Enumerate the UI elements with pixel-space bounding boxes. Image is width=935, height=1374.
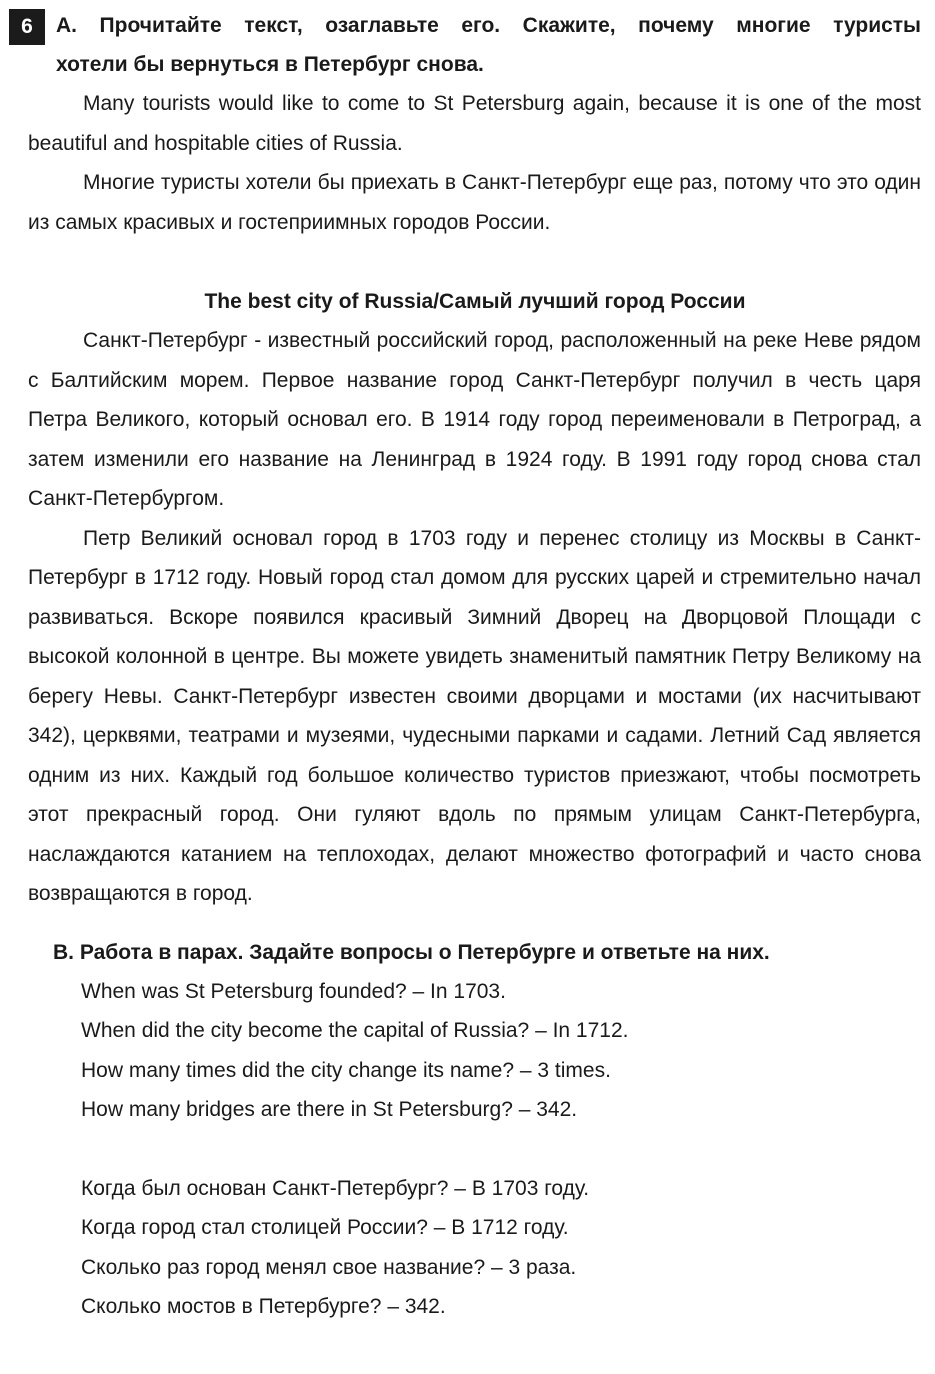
answer-russian-text: Многие туристы хотели бы приехать в Санкт-Петербург еще раз, потому что это один из самых красивых и гостеприимных городов России.: [28, 171, 921, 234]
qa-ru-4: Сколько мостов в Петербурге? – 342.: [81, 1295, 446, 1318]
answer-english-text: Many tourists would like to come to St Petersburg again, because it is one of the most beautiful and hospitable cities of Russia.: [28, 92, 921, 155]
text-paragraph-2-text: Петр Великий основал город в 1703 году и перенес столицу из Москвы в Санкт-Петербург в 1712 году. Новый город стал домом для русских царей и стремительно начал развиваться. Вскоре появился красивый Зимний Дворец на Дворцовой Площади с высокой колонной в центре. Вы можете увидеть знаменитый памятник Петру Великому на берегу Невы. Санкт-Петербург известен своими дворцами и мостами (их насчитывают 342), церквями, театрами и музеями, чудесными парками и садами. Летний Сад является одним из них. Каждый год большое количество туристов приезжают, чтобы посмотреть этот прекрасный город. Они гуляют вдоль по прямым улицам Санкт-Петербурга, наслаждаются катанием на теплоходах, делают множество фотографий и часто снова возвращаются в город.: [28, 526, 921, 905]
task-a-heading: [56, 6, 921, 84]
text-paragraph-2: [28, 519, 921, 914]
text-paragraph-1: [28, 321, 921, 519]
spacer: [0, 1130, 935, 1169]
task-a-heading-line1: A. Прочитайте текст, озаглавьте его. Скажите, почему многие туристы: [56, 14, 921, 37]
answer-russian: [28, 163, 921, 242]
qa-en-3: How many times did the city change its name? – 3 times.: [81, 1058, 611, 1082]
qa-ru-3: Сколько раз город менял свое название? – 3 раза.: [81, 1255, 577, 1279]
text-paragraph-1-text: Санкт-Петербург - известный российский город, расположенный на реке Неве рядом с Балтийским морем. Первое название город Санкт-Петербург получил в честь царя Петра Великого, который основал его. В 1914 году город переименовали в Петроград, а затем изменили его название на Ленинград в 1924 году. В 1991 году город снова стал Санкт-Петербургом.: [28, 329, 921, 510]
task-a-heading-line2: хотели бы вернуться в Петербург снова.: [56, 53, 484, 76]
qa-ru-1: Когда был основан Санкт-Петербург? – В 1703 году.: [81, 1176, 590, 1200]
answer-english: [28, 84, 921, 163]
exercise-number-badge: 6: [9, 9, 45, 45]
qa-en-1: When was St Petersburg founded? – In 1703.: [81, 979, 506, 1003]
qa-ru-2: Когда город стал столицей России? – В 1712 году.: [81, 1216, 569, 1239]
text-title: The best city of Russia/Самый лучший город России: [204, 290, 746, 313]
task-b-heading: B. Работа в парах. Задайте вопросы о Петербурге и ответьте на них.: [53, 940, 770, 964]
qa-en-4: How many bridges are there in St Petersburg? – 342.: [81, 1098, 578, 1121]
qa-en-2: When did the city become the capital of Russia? – In 1712.: [81, 1019, 629, 1042]
